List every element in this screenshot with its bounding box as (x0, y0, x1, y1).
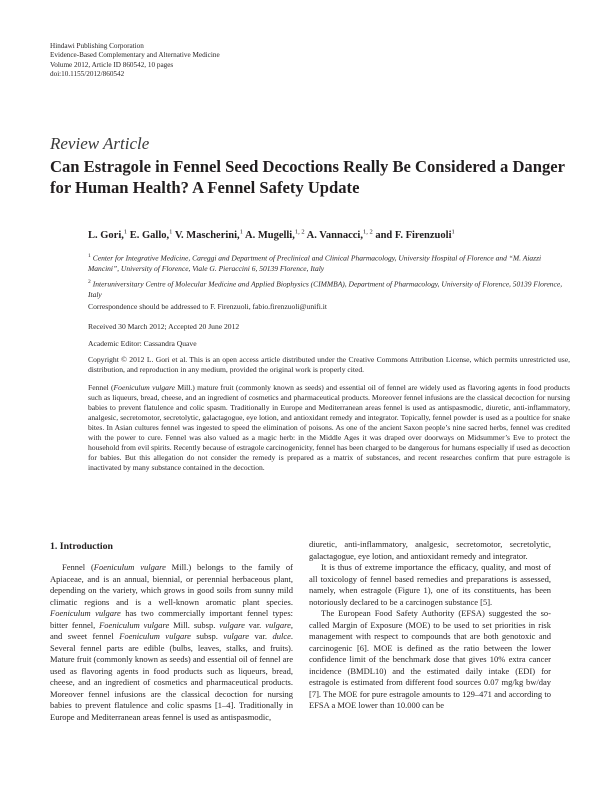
publisher: Hindawi Publishing Corporation (50, 42, 144, 50)
correspondence: Correspondence should be addressed to F. Firenzuoli, fabio.firenzuoli@unifi.it (88, 302, 327, 311)
paragraph: It is thus of extreme importance the efficacy, quality, and most of all toxicology of fennel based remedies and preparations is assessed, namely, when estragole (Figure 1), one of its constituents, has been notoriously declared to be a carcinogen substance [5]. (309, 562, 551, 607)
author: E. Gallo,$^1$ (129, 228, 173, 241)
journal-header (50, 42, 220, 80)
academic-editor: Academic Editor: Cassandra Quave (88, 339, 197, 348)
paragraph: Fennel (Foeniculum vulgare Mill.) belongs to the family of Apiaceae, and is an annual, biennial, or perennial herbaceous plant, depending on the variety, which grows in good soils from sunny mild climatic regions and is a well-known aromatic plant species. Foeniculum vulgare has two commercially important fennel types: bitter fennel, Foeniculum vulgare Mill. subsp. vulgare var. vulgare, and sweet fennel Foeniculum vulgare subsp. vulgare var. dulce. Several fennel parts are edible (bulbs, leaves, stalks, and fruits). Mature fruit (commonly known as seeds) and essential oil of fennel are used as flavoring agents in food products such as liqueurs, bread, cheese, and an ingredient of cosmetics and pharmaceutical products. Moreover fennel infusions are the classical decoction for nursing babies to prevent flatulence and colic spasms [1–4]. Traditionally in Europe and Mediterranean areas fennel is used as antispasmodic, (50, 562, 294, 722)
affiliation: $^2$ Interuniversitary Centre of Molecular Medicine and Applied Biophysics (CIMMBA), Department of Pharmacology, University of Florence, 50139 Florence, Italy (88, 279, 563, 299)
author: A. Mugelli,$^{1, 2}$ (244, 228, 305, 241)
body-column-right (309, 539, 551, 712)
journal-name: Evidence-Based Complementary and Alternative Medicine (50, 51, 220, 60)
section-heading: 1. Introduction (50, 541, 113, 552)
body-column-left (50, 562, 293, 723)
doi: doi:10.1155/2012/860542 (50, 70, 125, 79)
paper-title: Can Estragole in Fennel Seed Decoctions Really Be Considered a Danger for Human Health? A Fennel Safety Update (50, 157, 565, 197)
author: and F. Firenzuoli$^1$ (375, 228, 455, 241)
article-type: Review Article (50, 134, 150, 153)
author-list (88, 228, 455, 241)
author: L. Gori,$^1$ (88, 228, 128, 241)
received-dates: Received 30 March 2012; Accepted 20 June 2012 (88, 322, 240, 331)
author: V. Mascherini,$^1$ (174, 228, 243, 241)
paragraph: The European Food Safety Authority (EFSA) suggested the so-called Margin of Exposure (MOE) to be used to set priorities in risk management with respect to compounds that are both genotoxic and carcinogenic [6]. MOE is defined as the ratio between the lower confidence limit of the benchmark dose that gives 10% extra cancer incidence (BMDL10) and the estimated daily intake (EDI) for estragole is estimated from different food sources 0.07 mg/kg bw/day [7]. The MOE for pure estragole amounts to 129–471 and according to EFSA a MOE lower than 10.000 can be (309, 608, 551, 710)
volume-info: Volume 2012, Article ID 860542, 10 pages (50, 60, 174, 69)
author: A. Vannacci,$^{1, 2}$ (306, 228, 373, 241)
affiliation: $^1$ Center for Integrative Medicine, Careggi and Department of Preclinical and Clinical Pharmacology, University Hospital of Florence and “M. Aiazzi Mancini”, University of Florence, Viale G. Pieraccini 6, 50139 Florence, Italy (88, 253, 542, 273)
copyright-notice: Copyright © 2012 L. Gori et al. This is an open access article distributed under the Creative Commons Attribution License, which permits unrestricted use, distribution, and reproduction in any medium, provided the original work is properly cited. (88, 355, 570, 374)
paragraph: diuretic, anti-inflammatory, analgesic, secretomotor, secretolytic, galactagogue, eye lotion, and antioxidant remedy and integrator. (309, 539, 551, 561)
abstract: Fennel (Foeniculum vulgare Mill.) mature fruit (commonly known as seeds) and essential oil of fennel are widely used as flavoring agents in food products such as liqueurs, bread, cheese, and an ingredient of cosmetics and pharmaceutical products. Moreover fennel infusions are the classical decoction for nursing babies to prevent flatulence and colic spasm. Traditionally in Europe and Mediterranean areas fennel is used as antispasmodic, diuretic, anti-inflammatory, analgesic, secretomotor, secretolytic, galactagogue, eye lotion, and antioxidant remedy and integrator. Topically, fennel powder is used as a poultice for snake bites. In Asian cultures fennel was ingested to speed the elimination of poisons. As one of the ancient Saxon people’s nine sacred herbs, fennel was credited with the power to cure. Fennel was also valued as a magic herb: in the Middle Ages it was draped over doorways on Midsummer’s Eve to protect the household from evil spirits. Recently because of estragole carcinogenicity, fennel has been charged to be dangerous for humans especially if used as decoction for babies. But this allegation do not consider the remedy is prepared as a matrix of substances, and recent researches confirm that pure estragole is inactivated by many substance contained in the decoction. (88, 383, 570, 473)
